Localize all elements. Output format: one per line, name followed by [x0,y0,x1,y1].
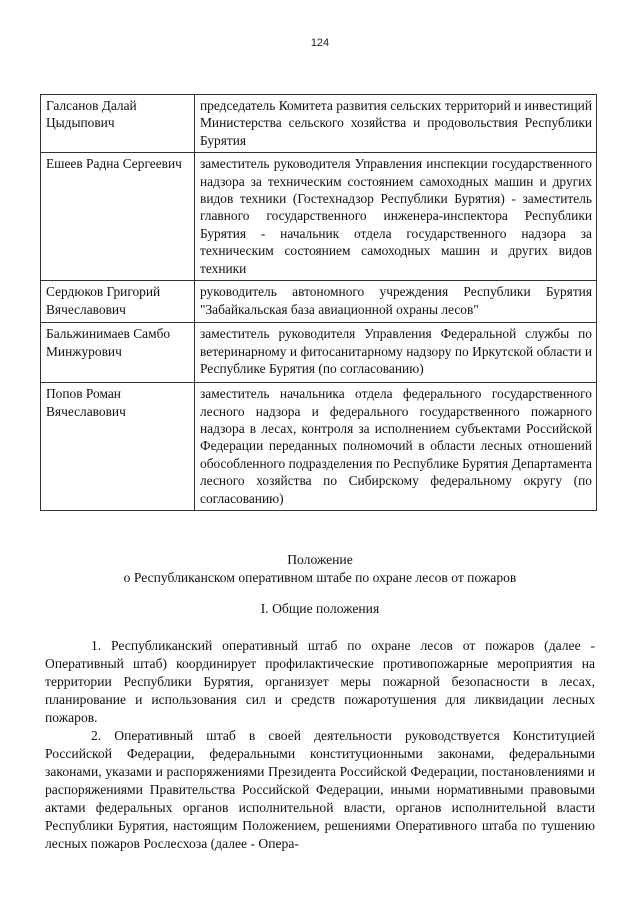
table-row [41,383,597,511]
regulation-title [0,551,640,587]
regulation-body [45,637,595,853]
member-position: заместитель руководителя Управления Федеральной службы по ветеринарному и фитосанитарному надзору по Иркутской области и Республике Бурятия (по согласованию) [195,323,597,383]
table-row [41,281,597,323]
paragraph: 1. Республиканский оперативный штаб по охране лесов от пожаров (далее - Оперативный штаб) координирует профилактические противопожарные мероприятия на территории Республики Бурятия, организует меры пожарной безопасности в лесах, планирование и использования сил и средств пожаротушения для ликвидации лесных пожаров. [45,638,595,725]
table-row [41,323,597,383]
member-name: Галсанов Далай Цыдыпович [41,95,195,153]
table-row [41,95,597,153]
page-number: 124 [310,37,330,49]
members-table [40,94,597,511]
member-name: Бальжинимаев Самбо Минжурович [41,323,195,383]
member-name: Сердюков Григорий Вячеславович [41,281,195,323]
regulation-title-line1: Положение [287,552,353,567]
table-row [41,153,597,281]
regulation-title-line2: о Республиканском оперативном штабе по охране лесов от пожаров [123,570,517,585]
paragraph: 2. Оперативный штаб в своей деятельности руководствуется Конституцией Российской Федерации, федеральными конституционными законами, федеральными законами, указами и распоряжениями Президента Российской Федерации, постановлениями и распоряжениями Правительства Российской Федерации, иными нормативными правовыми актами федеральных органов исполнительной власти, органов исполнительной власти Республики Бурятия, настоящим Положением, решениями Оперативного штаба по тушению лесных пожаров Рослесхоза (далее - Опера- [45,728,595,851]
member-position: заместитель руководителя Управления инспекции государственного надзора за техническим состоянием самоходных машин и других видов техники (Гостехнадзор Республики Бурятия) - заместитель главного государственного инженера-инспектора Республики Бурятия - начальник отдела государственного надзора за техническим состоянием самоходных машин и других видов техники [195,153,597,281]
member-position: председатель Комитета развития сельских территорий и инвестиций Министерства сельского хозяйства и продовольствия Республики Бурятия [195,95,597,153]
section-heading: I. Общие положения [260,601,380,616]
member-position: заместитель начальника отдела федерального государственного лесного надзора и федерального государственного пожарного надзора в лесах, контроля за исполнением субъектами Российской Федерации переданных полномочий в области лесных отношений обособленного подразделения по Республике Бурятия Департамента лесного хозяйства по Сибирскому федеральному округу (по согласованию) [195,383,597,511]
member-name: Попов Роман Вячеславович [41,383,195,511]
member-name: Ешеев Радна Сергеевич [41,153,195,281]
member-position: руководитель автономного учреждения Республики Бурятия "Забайкальская база авиационной охраны лесов" [195,281,597,323]
